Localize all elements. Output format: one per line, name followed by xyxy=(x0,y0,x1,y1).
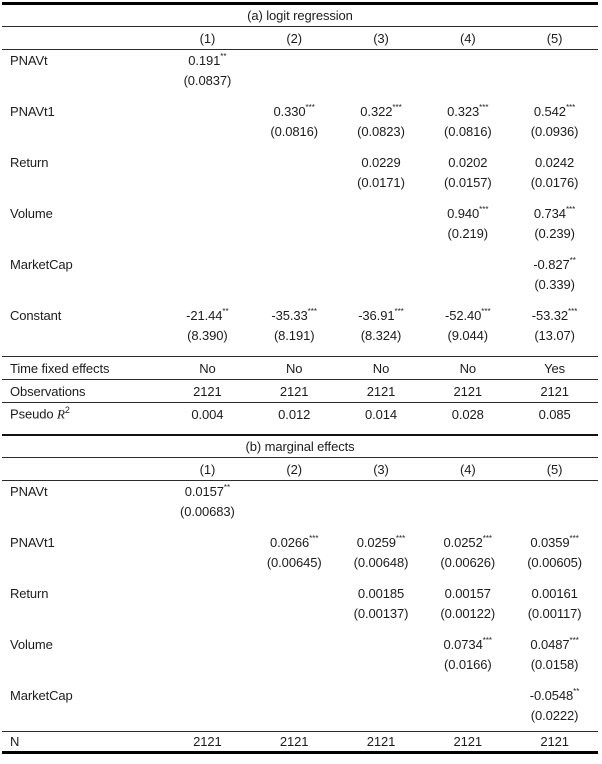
value-cell xyxy=(338,535,425,550)
table-row xyxy=(2,325,598,345)
significance-stars: *** xyxy=(565,102,576,112)
table-row xyxy=(2,481,598,501)
table-row xyxy=(2,705,598,725)
table-row xyxy=(2,731,598,754)
table-row xyxy=(2,501,598,521)
column-header: (3) xyxy=(373,30,389,46)
coefficient-value: -52.40 xyxy=(444,307,482,323)
value-cell: (0.339) xyxy=(534,276,575,292)
row-label: Constant xyxy=(10,307,62,323)
column-header: (4) xyxy=(459,461,476,477)
table-row xyxy=(2,305,598,325)
value-cell: (0.0816) xyxy=(443,123,492,139)
row-label: PNAVt xyxy=(10,52,48,68)
value-cell: (0.0816) xyxy=(270,123,318,139)
table-row xyxy=(2,223,598,243)
table-row xyxy=(2,121,598,141)
value-cell: (0.219) xyxy=(447,225,489,241)
value-cell: 0.00185 xyxy=(357,585,405,601)
coefficient-value: 0.734 xyxy=(533,205,566,221)
significance-stars: *** xyxy=(482,533,493,543)
value-cell xyxy=(511,308,598,323)
value-cell: 0.0202 xyxy=(448,154,488,170)
row-label: Observations xyxy=(10,383,86,399)
value-cell: 2121 xyxy=(366,383,396,399)
table-row xyxy=(2,379,598,402)
row-label: PNAVt xyxy=(10,483,48,499)
row-label: MarketCap xyxy=(10,687,73,703)
value-cell: (0.0837) xyxy=(183,72,232,88)
value-cell: 0.028 xyxy=(451,406,484,422)
row-label: MarketCap xyxy=(10,256,73,272)
row-label: Volume xyxy=(10,636,53,652)
value-cell xyxy=(511,535,598,550)
value-cell: (0.00122) xyxy=(440,605,496,621)
value-cell: No xyxy=(285,360,303,376)
value-cell xyxy=(164,53,251,68)
value-cell: (0.239) xyxy=(534,225,575,241)
table-row xyxy=(2,274,598,294)
value-cell: No xyxy=(459,360,476,376)
coefficient-value: 0.0487 xyxy=(530,636,570,652)
table-row xyxy=(2,552,598,572)
significance-stars: *** xyxy=(569,533,579,543)
table-row xyxy=(2,152,598,172)
significance-stars: *** xyxy=(481,306,491,316)
coefficient-value: 0.0266 xyxy=(269,534,310,550)
table-row xyxy=(2,254,598,274)
value-cell xyxy=(424,206,511,221)
significance-stars: *** xyxy=(565,204,576,214)
value-cell: 2121 xyxy=(366,734,396,749)
row-label-part: 2 xyxy=(64,404,70,415)
column-header: (1) xyxy=(199,461,216,477)
value-cell: 0.00161 xyxy=(531,585,578,601)
column-header-row xyxy=(2,27,598,50)
significance-stars: ** xyxy=(220,51,227,61)
table-row xyxy=(2,356,598,379)
value-cell: (0.0823) xyxy=(357,123,405,139)
value-cell: (0.0171) xyxy=(357,174,405,190)
row-label: Time fixed effects xyxy=(10,360,110,376)
regression-table xyxy=(2,2,598,754)
value-cell: (0.0222) xyxy=(530,707,579,723)
table-row xyxy=(2,654,598,674)
value-cell xyxy=(164,308,251,323)
coefficient-value: -21.44 xyxy=(186,307,223,323)
coefficient-value: -0.0548 xyxy=(529,687,574,703)
table-row xyxy=(2,402,598,425)
row-label-part: R xyxy=(57,406,65,422)
value-cell: (8.191) xyxy=(273,327,315,343)
panel-b xyxy=(2,434,598,754)
row-label: Volume xyxy=(10,205,53,221)
value-cell: (0.00137) xyxy=(353,605,409,621)
table-row xyxy=(2,634,598,654)
value-cell xyxy=(251,535,338,550)
column-header: (4) xyxy=(459,30,476,46)
table-row xyxy=(2,172,598,192)
significance-stars: ** xyxy=(569,255,576,265)
row-label: PNAVt1 xyxy=(10,103,55,119)
coefficient-value: 0.940 xyxy=(447,205,480,221)
value-cell: (13.07) xyxy=(534,327,575,343)
value-cell xyxy=(511,688,598,703)
value-cell xyxy=(424,637,511,652)
panel-a xyxy=(2,5,598,425)
value-cell xyxy=(511,206,598,221)
value-cell: 0.00157 xyxy=(444,585,491,601)
coefficient-value: 0.0359 xyxy=(530,534,570,550)
value-cell: (0.00683) xyxy=(180,503,235,519)
coefficient-value: 0.0259 xyxy=(356,534,396,550)
significance-stars: *** xyxy=(307,306,317,316)
value-cell: 0.0229 xyxy=(361,154,401,170)
value-cell: (9.044) xyxy=(447,327,489,343)
column-header: (2) xyxy=(286,461,302,477)
value-cell xyxy=(338,308,425,323)
coefficient-value: -53.32 xyxy=(531,307,569,323)
row-label: N xyxy=(10,734,20,749)
significance-stars: *** xyxy=(568,306,578,316)
significance-stars: ** xyxy=(573,686,580,696)
value-cell: Yes xyxy=(544,360,566,376)
value-cell: 2121 xyxy=(453,734,483,749)
significance-stars: *** xyxy=(482,635,493,645)
value-cell: 0.085 xyxy=(538,406,571,422)
significance-stars: ** xyxy=(223,482,231,492)
value-cell xyxy=(164,484,251,499)
row-label: Return xyxy=(10,585,49,601)
significance-stars: *** xyxy=(392,102,402,112)
coefficient-value: 0.542 xyxy=(533,103,566,119)
significance-stars: *** xyxy=(309,533,319,543)
row-label: PNAVt1 xyxy=(10,534,55,550)
value-cell: (0.00626) xyxy=(440,554,496,570)
value-cell: 2121 xyxy=(193,383,222,399)
significance-stars: *** xyxy=(479,204,489,214)
value-cell: 2121 xyxy=(540,383,569,399)
value-cell: No xyxy=(372,360,390,376)
row-label xyxy=(2,406,164,422)
column-header: (1) xyxy=(199,30,216,46)
table-row xyxy=(2,603,598,623)
table-row xyxy=(2,583,598,603)
column-header: (5) xyxy=(546,461,563,477)
value-cell: 0.014 xyxy=(364,406,398,422)
panel-b-title: (b) marginal effects xyxy=(2,436,598,458)
value-cell: (0.0936) xyxy=(530,123,579,139)
table-row xyxy=(2,50,598,70)
value-cell: 0.012 xyxy=(278,406,311,422)
coefficient-value: 0.0157 xyxy=(184,483,224,499)
column-header: (2) xyxy=(286,30,302,46)
value-cell xyxy=(251,104,338,119)
table-row xyxy=(2,532,598,552)
row-label-part: Pseudo xyxy=(10,406,58,422)
table-row xyxy=(2,685,598,705)
value-cell: (8.324) xyxy=(360,327,402,343)
value-cell: 2121 xyxy=(193,734,222,749)
value-cell: (0.0158) xyxy=(530,656,579,672)
value-cell xyxy=(251,308,338,323)
significance-stars: *** xyxy=(569,635,579,645)
table-row xyxy=(2,203,598,223)
panel-a-title: (a) logit regression xyxy=(2,5,598,27)
value-cell: (8.390) xyxy=(187,327,228,343)
coefficient-value: -0.827 xyxy=(533,256,570,272)
value-cell: (0.00117) xyxy=(527,605,582,621)
coefficient-value: 0.323 xyxy=(447,103,480,119)
value-cell xyxy=(511,637,598,652)
value-cell xyxy=(424,308,511,323)
value-cell xyxy=(511,257,598,272)
value-cell: (0.00645) xyxy=(266,554,322,570)
value-cell xyxy=(338,104,425,119)
table-row xyxy=(2,101,598,121)
significance-stars: *** xyxy=(479,102,489,112)
value-cell: 2121 xyxy=(279,383,309,399)
value-cell xyxy=(424,535,511,550)
value-cell: 0.0242 xyxy=(535,154,575,170)
value-cell: 2121 xyxy=(279,734,309,749)
value-cell: (0.00605) xyxy=(527,554,582,570)
coefficient-value: -36.91 xyxy=(358,307,395,323)
column-header: (3) xyxy=(373,461,389,477)
value-cell xyxy=(511,104,598,119)
coefficient-value: 0.0252 xyxy=(443,534,483,550)
coefficient-value: 0.0734 xyxy=(443,636,483,652)
value-cell: (0.0166) xyxy=(443,656,492,672)
value-cell: No xyxy=(199,360,216,376)
value-cell: (0.0176) xyxy=(530,174,579,190)
column-header: (5) xyxy=(546,30,563,46)
column-header-row xyxy=(2,458,598,481)
value-cell: 0.004 xyxy=(191,406,224,422)
significance-stars: *** xyxy=(305,102,315,112)
value-cell: (0.00648) xyxy=(353,554,409,570)
value-cell: 2121 xyxy=(540,734,569,749)
row-label: Return xyxy=(10,154,49,170)
coefficient-value: 0.191 xyxy=(188,52,221,68)
coefficient-value: -35.33 xyxy=(271,307,308,323)
coefficient-value: 0.322 xyxy=(360,103,393,119)
significance-stars: *** xyxy=(394,306,404,316)
table-row xyxy=(2,70,598,90)
significance-stars: ** xyxy=(222,306,229,316)
significance-stars: *** xyxy=(395,533,406,543)
value-cell: 2121 xyxy=(453,383,483,399)
coefficient-value: 0.330 xyxy=(273,103,306,119)
value-cell: (0.0157) xyxy=(443,174,492,190)
value-cell xyxy=(424,104,511,119)
